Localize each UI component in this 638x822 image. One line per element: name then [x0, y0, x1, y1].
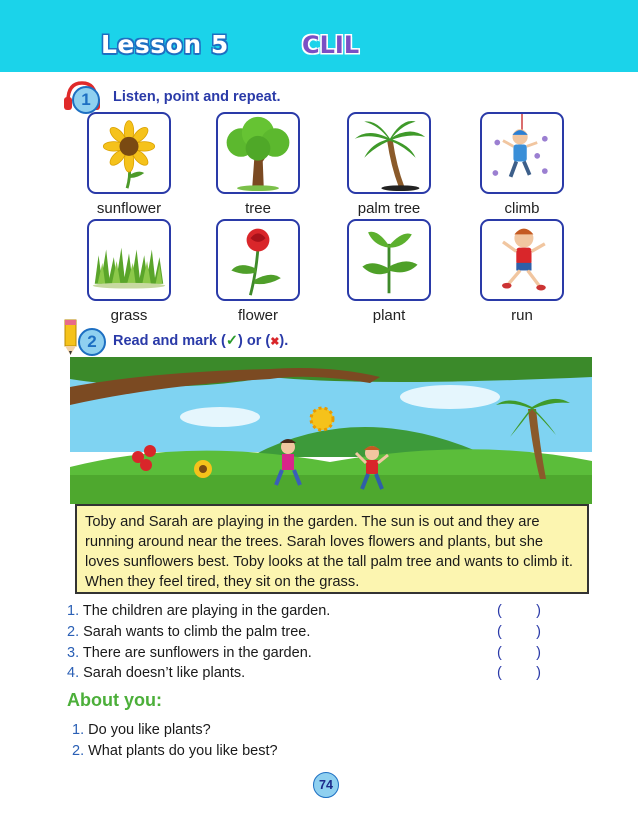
exercise-2-instruction: Read and mark (✓) or (✖). [113, 333, 289, 349]
exercise-1-instruction: Listen, point and repeat. [113, 89, 281, 105]
caption-run: run [511, 307, 533, 324]
caption-flower: flower [237, 307, 278, 324]
statement-4: 4. Sarah doesn’t like plants. [67, 665, 246, 681]
page-number: 74 [313, 772, 339, 798]
pencil-icon [62, 318, 80, 356]
caption-palm-tree: palm tree [357, 200, 421, 217]
sunflower-picture [87, 112, 171, 194]
reading-passage: Toby and Sarah are playing in the garden. The sun is out and they are running around near the trees. Sarah loves flowers and plants, but she loves sunflowers best. Toby looks at the tall palm tree and wants to climb it. When they feel tired, they sit on the grass. [75, 504, 589, 594]
caption-sunflower: sunflower [96, 200, 162, 217]
exercise-1-number: 1 [72, 86, 100, 114]
run-picture [480, 219, 564, 301]
grass-picture [87, 219, 171, 301]
about-question-2: 2. What plants do you like best? [72, 743, 278, 759]
caption-tree: tree [245, 200, 271, 217]
about-question-1: 1. Do you like plants? [72, 722, 211, 738]
garden-scene-illustration [70, 357, 592, 504]
tree-picture [216, 112, 300, 194]
statement-1: 1. The children are playing in the garden. [67, 603, 331, 619]
header-banner [0, 0, 638, 72]
flower-picture [216, 219, 300, 301]
answer-box-1[interactable]: ( ) [497, 603, 541, 619]
answer-box-4[interactable]: ( ) [497, 665, 541, 681]
subject-title: CLIL [302, 31, 360, 59]
about-you-heading: About you: [67, 690, 162, 710]
check-mark-icon: ✓ [225, 333, 238, 349]
statement-3: 3. There are sunflowers in the garden. [67, 645, 312, 661]
palm-tree-picture [347, 112, 431, 194]
answer-box-2[interactable]: ( ) [497, 624, 541, 640]
caption-plant: plant [372, 307, 406, 324]
climb-picture [480, 112, 564, 194]
cross-mark-icon: ✖ [270, 336, 280, 348]
caption-climb: climb [504, 200, 540, 217]
answer-box-3[interactable]: ( ) [497, 645, 541, 661]
exercise-2-number: 2 [78, 328, 106, 356]
caption-grass: grass [110, 307, 148, 324]
lesson-title: Lesson 5 [101, 30, 229, 59]
statement-2: 2. Sarah wants to climb the palm tree. [67, 624, 311, 640]
plant-picture [347, 219, 431, 301]
